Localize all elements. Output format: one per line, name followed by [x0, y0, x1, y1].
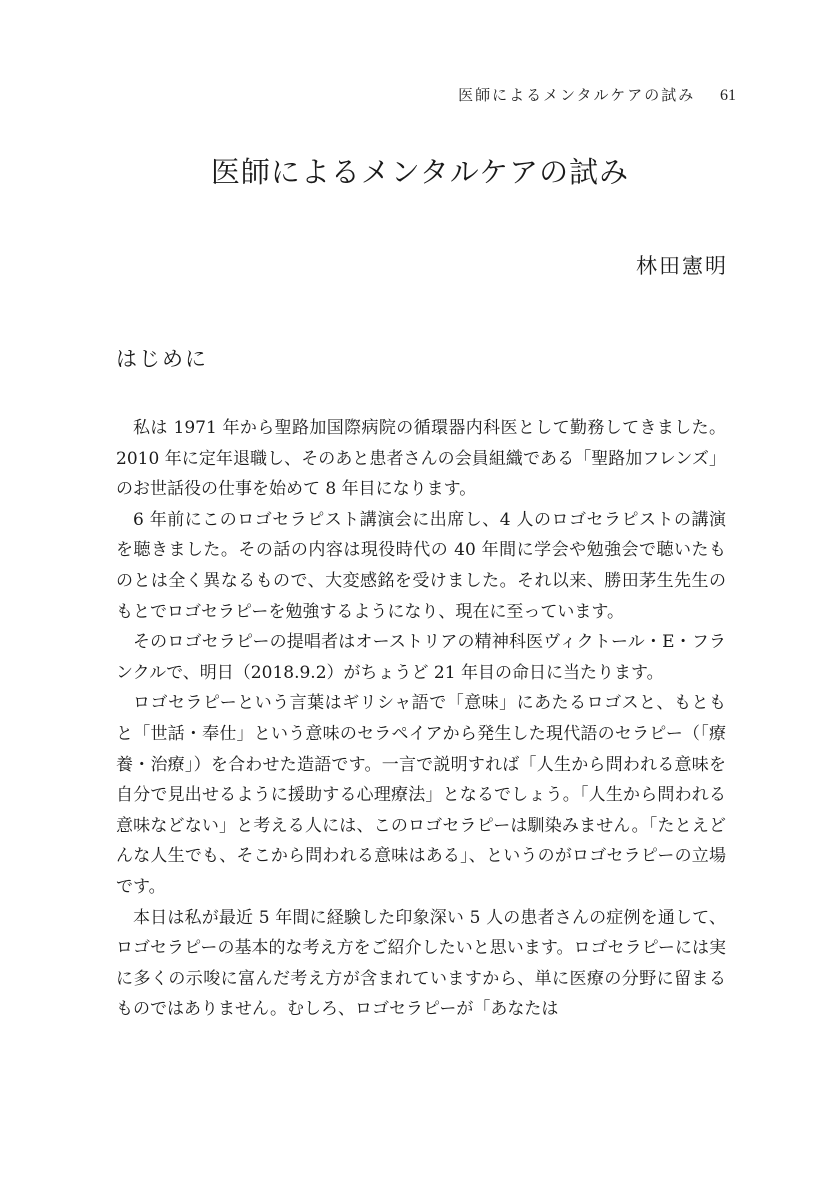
- section-heading: はじめに: [116, 347, 208, 371]
- paragraph-5: 本日は私が最近 5 年間に経験した印象深い 5 人の患者さんの症例を通して、ロゴセラピーの基本的な考え方をご紹介したいと思います。ロゴセラピーには実に多くの示唆に富んだ考え方が含まれていますから、単に医療の分野に留まるものではありません。むしろ、ロゴセラピーが「あなたは: [116, 907, 726, 1020]
- page-number: 61: [720, 87, 736, 104]
- paragraph-2: 6 年前にこのロゴセラピスト講演会に出席し、4 人のロゴセラピストの講演を聴きました。その話の内容は現役時代の 40 年間に学会や勉強会で聴いたものとは全く異なるもので、大変感銘を受けました。それ以来、勝田茅生先生のもとでロゴセラピーを勉強するようになり、現在に至っています。: [116, 509, 726, 622]
- running-header: [458, 84, 736, 105]
- running-title: 医師によるメンタルケアの試み: [458, 86, 696, 104]
- paragraph-1: 私は 1971 年から聖路加国際病院の循環器内科医として勤務してきました。2010 年に定年退職し、そのあと患者さんの会員組織である「聖路加フレンズ」のお世話役の仕事を始めて 8 年目になります。: [116, 418, 726, 500]
- article-body: [116, 413, 726, 1025]
- author-name: 林田憲明: [636, 254, 728, 278]
- article-title: 医師によるメンタルケアの試み: [210, 155, 630, 189]
- paragraph-3: そのロゴセラピーの提唱者はオーストリアの精神科医ヴィクトール・E・フランクルで、明日（2018.9.2）がちょうど 21 年目の命日に当たります。: [116, 632, 726, 683]
- paragraph-4: ロゴセラピーという言葉はギリシャ語で「意味」にあたるロゴスと、もともと「世話・奉仕」という意味のセラペイアから発生した現代語のセラピー（「療養・治療」）を合わせた造語です。一言で説明すれば「人生から問われる意味を自分で見出せるように援助する心理療法」となるでしょう。「人生から問われる意味などない」と考える人には、このロゴセラピーは馴染みません。「たとえどんな人生でも、そこから問われる意味はある」、というのがロゴセラピーの立場です。: [116, 693, 726, 897]
